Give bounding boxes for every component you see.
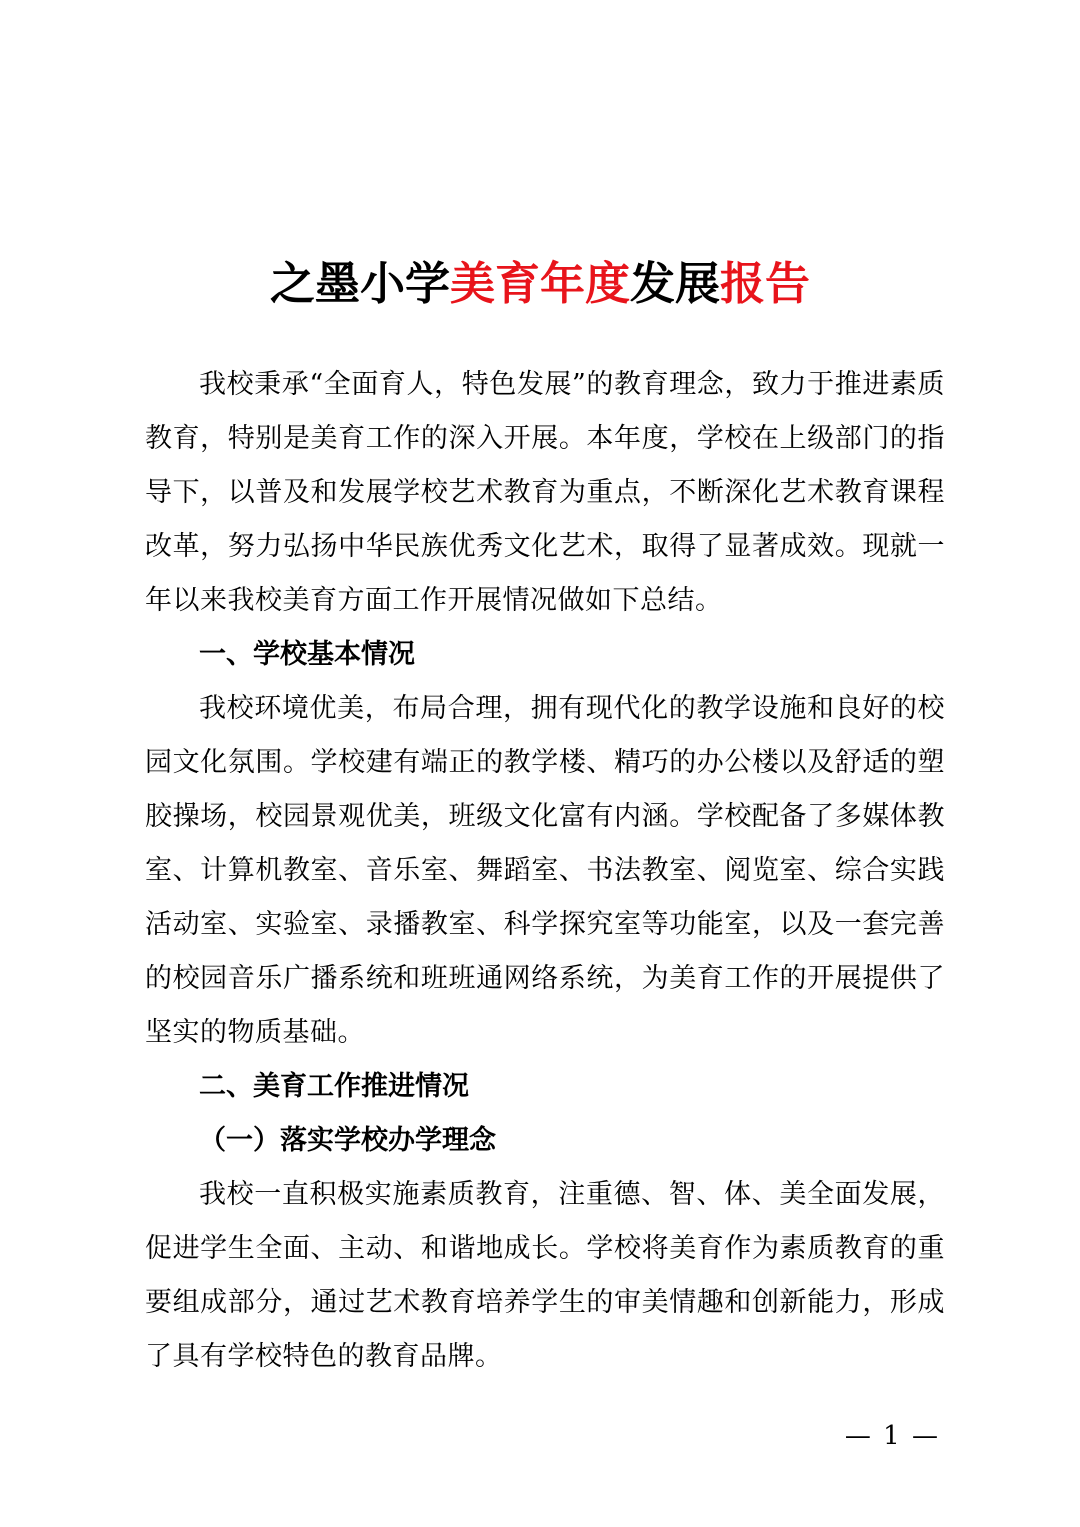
section-2-1-heading: （一）落实学校办学理念 xyxy=(199,1125,496,1156)
section-1-paragraph: 我校环境优美，布局合理，拥有现代化的教学设施和良好的校园文化氛围。学校建有端正的教学楼、精巧的办公楼以及舒适的塑胶操场，校园景观优美，班级文化富有内涵。学校配备了多媒体教室、计算机教室、音乐室、舞蹈室、书法教室、阅览室、综合实践活动室、实验室、录播教室、科学探究室等功能室，以及一套完善的校园音乐广播系统和班班通网络系统，为美育工作的开展提供了坚实的物质基础。 xyxy=(145,693,945,1048)
title-highlight-report: 报告 xyxy=(720,257,811,311)
title-development: 发展 xyxy=(630,257,721,311)
section-2-1-paragraph: 我校一直积极实施素质教育，注重德、智、体、美全面发展，促进学生全面、主动、和谐地成长。学校将美育作为素质教育的重要组成部分，通过艺术教育培养学生的审美情趣和创新能力，形成了具有学校特色的教育品牌。 xyxy=(145,1179,945,1372)
page-number: — 1 — xyxy=(844,1421,940,1451)
title-highlight-aesthetic-annual: 美育年度 xyxy=(449,257,630,311)
document-title xyxy=(0,252,1080,316)
intro-paragraph: 我校秉承“全面育人，特色发展”的教育理念，致力于推进素质教育，特别是美育工作的深入开展。本年度，学校在上级部门的指导下，以普及和发展学校艺术教育为重点，不断深化艺术教育课程改革，努力弘扬中华民族优秀文化艺术，取得了显著成效。现就一年以来我校美育方面工作开展情况做如下总结。 xyxy=(145,369,945,616)
section-1-heading: 一、学校基本情况 xyxy=(199,639,415,670)
title-school-name: 之墨小学 xyxy=(269,257,450,311)
document-body xyxy=(145,358,945,1384)
section-2-heading: 二、美育工作推进情况 xyxy=(199,1071,469,1102)
